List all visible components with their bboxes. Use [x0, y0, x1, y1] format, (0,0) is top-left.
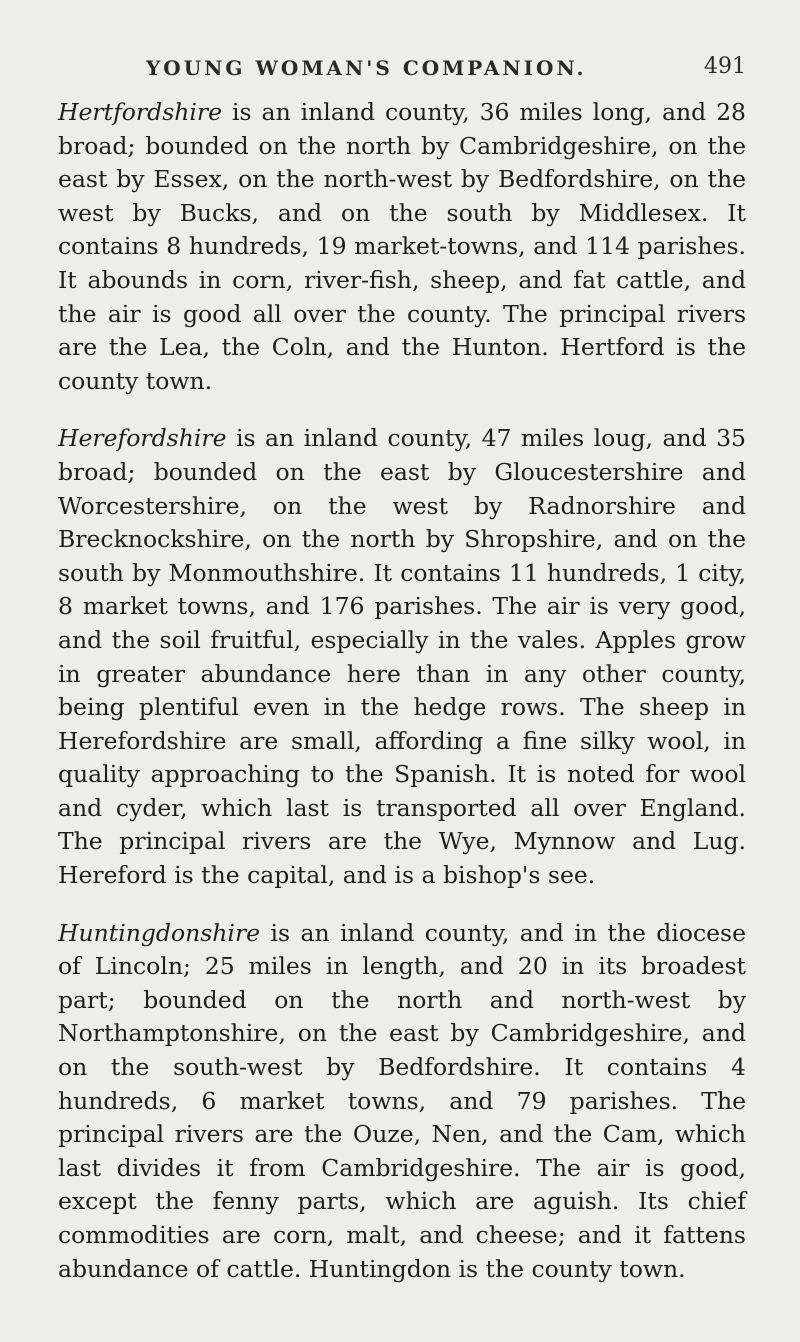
county-name: Herefordshire — [58, 424, 227, 453]
page-header — [56, 50, 746, 90]
page-number: 491 — [704, 54, 746, 79]
paragraph-hertfordshire — [58, 96, 746, 398]
county-name: Hertfordshire — [58, 98, 223, 126]
paragraph-herefordshire — [58, 422, 746, 892]
body-text — [58, 96, 746, 1286]
county-name: Huntingdonshire — [58, 918, 261, 947]
paragraph-huntingdonshire — [58, 917, 746, 1287]
paragraph-text: is an inland county, and in the diocese of Lincoln; 25 miles in length, and 20 in its broadest part; bounded on the north and north-west by Northamptonshire, on the east by Cambridgeshire, and on the south-west by Bedfordshire. It contains 4 hundreds, 6 market towns, and 79 parishes. The principal rivers are the Ouze, Nen, and the Cam, which last divides it from Cambridgeshire. The air is good, except the fenny parts, which are aguish. Its chief commodities are corn, malt, and cheese; and it fattens abundance of cattle. Huntingdon is the county town. — [58, 918, 746, 1283]
paragraph-text: is an inland county, 47 miles loug, and 35 broad; bounded on the east by Gloucestershire and Worcestershire, on the west by Radnorshire and Brecknockshire, on the north by Shropshire, and on the south by Monmouthshire. It contains 11 hundreds, 1 city, 8 market towns, and 176 parishes. The air is very good, and the soil fruitful, especially in the vales. Apples grow in greater abundance here than in any other county, being plentiful even in the hedge rows. The sheep in Herefordshire are small, affording a fine silky wool, in quality approaching to the Spanish. It is noted for wool and cyder, which last is transported all over England. The principal rivers are the Wye, Mynnow and Lug. Hereford is the capital, and is a bishop's see. — [58, 424, 746, 890]
running-title: YOUNG WOMAN'S COMPANION. — [146, 56, 587, 80]
paragraph-text: is an inland county, 36 miles long, and 28 broad; bounded on the north by Cambridgeshire, on the east by Essex, on the north-west by Bedfordshire, on the west by Bucks, and on the south by Middlesex. It contains 8 hundreds, 19 market-towns, and 114 parishes. It abounds in corn, river-fish, sheep, and fat cattle, and the air is good all over the county. The principal rivers are the Lea, the Coln, and the Hunton. Hertford is the county town. — [58, 98, 746, 395]
